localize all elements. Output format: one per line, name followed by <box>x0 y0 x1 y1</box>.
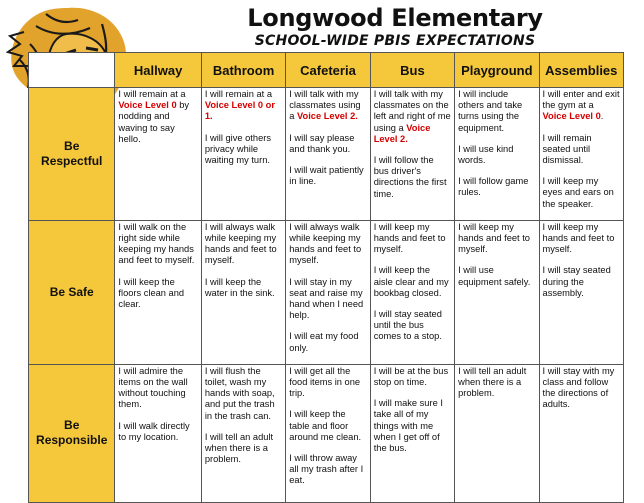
table-row-be-responsible <box>29 364 624 502</box>
cell-safe-hallway: I will walk on the right side while keeping my hands and feet to myself. I will keep the floors clean and clear. <box>115 220 201 364</box>
page-title: Longwood Elementary <box>247 4 543 32</box>
cell-respectful-hallway: I will remain at a Voice Level 0 by nodding and waving to say hello. <box>115 88 201 221</box>
cell-safe-bathroom: I will always walk while keeping my hands and feet to myself. I will keep the water in the sink. <box>201 220 285 364</box>
cell-responsible-bus: I will be at the bus stop on time. I will make sure I take all of my things with me when I get off of the bus. <box>370 364 454 502</box>
cell-safe-playground: I will keep my hands and feet to myself. I will use equipment safely. <box>455 220 539 364</box>
cell-responsible-cafeteria: I will get all the food items in one trip. I will keep the table and floor around me clean. I will throw away all my trash after I eat. <box>286 364 370 502</box>
column-header-bus: Bus <box>370 53 454 88</box>
cell-responsible-bathroom: I will flush the toilet, wash my hands with soap, and put the trash in the trash can. I will tell an adult when there is a problem. <box>201 364 285 502</box>
column-header-hallway: Hallway <box>115 53 201 88</box>
cell-respectful-cafeteria: I will talk with my classmates using a Voice Level 2. I will say please and thank you. I will wait patiently in line. <box>286 88 370 221</box>
cell-safe-assemblies: I will keep my hands and feet to myself. I will stay seated during the assembly. <box>539 220 623 364</box>
row-header-be-safe: Be Safe <box>29 220 115 364</box>
cell-responsible-playground: I will tell an adult when there is a problem. <box>455 364 539 502</box>
corner-cell <box>29 53 115 88</box>
column-header-cafeteria: Cafeteria <box>286 53 370 88</box>
page-subtitle: SCHOOL-WIDE PBIS EXPECTATIONS <box>254 33 536 49</box>
cell-respectful-playground: I will include others and take turns using the equipment. I will use kind words. I will follow game rules. <box>455 88 539 221</box>
cell-respectful-bus: I will talk with my classmates on the left and right of me using a Voice Level 2. I will follow the bus driver's directions the first time. <box>370 88 454 221</box>
row-header-be-respectful: Be Respectful <box>29 88 115 221</box>
cell-respectful-bathroom: I will remain at a Voice Level 0 or 1. I will give others privacy while waiting my turn. <box>201 88 285 221</box>
cell-safe-bus: I will keep my hands and feet to myself. I will keep the aisle clear and my bookbag closed. I will stay seated until the bus comes to a stop. <box>370 220 454 364</box>
column-header-bathroom: Bathroom <box>201 53 285 88</box>
pbis-expectations-table <box>28 52 624 503</box>
cell-responsible-hallway: I will admire the items on the wall without touching them. I will walk directly to my location. <box>115 364 201 502</box>
column-header-row <box>29 53 624 88</box>
column-header-assemblies: Assemblies <box>539 53 623 88</box>
cell-safe-cafeteria: I will always walk while keeping my hands and feet to myself. I will stay in my seat and raise my hand when I need help. I will eat my food only. <box>286 220 370 364</box>
row-header-be-responsible: Be Responsible <box>29 364 115 502</box>
table-row-be-respectful <box>29 88 624 221</box>
cell-responsible-assemblies: I will stay with my class and follow the directions of adults. <box>539 364 623 502</box>
cell-respectful-assemblies: I will enter and exit the gym at a Voice Level 0. I will remain seated until dismissal. I will keep my eyes and ears on the speaker. <box>539 88 623 221</box>
column-header-playground: Playground <box>455 53 539 88</box>
table-row-be-safe <box>29 220 624 364</box>
